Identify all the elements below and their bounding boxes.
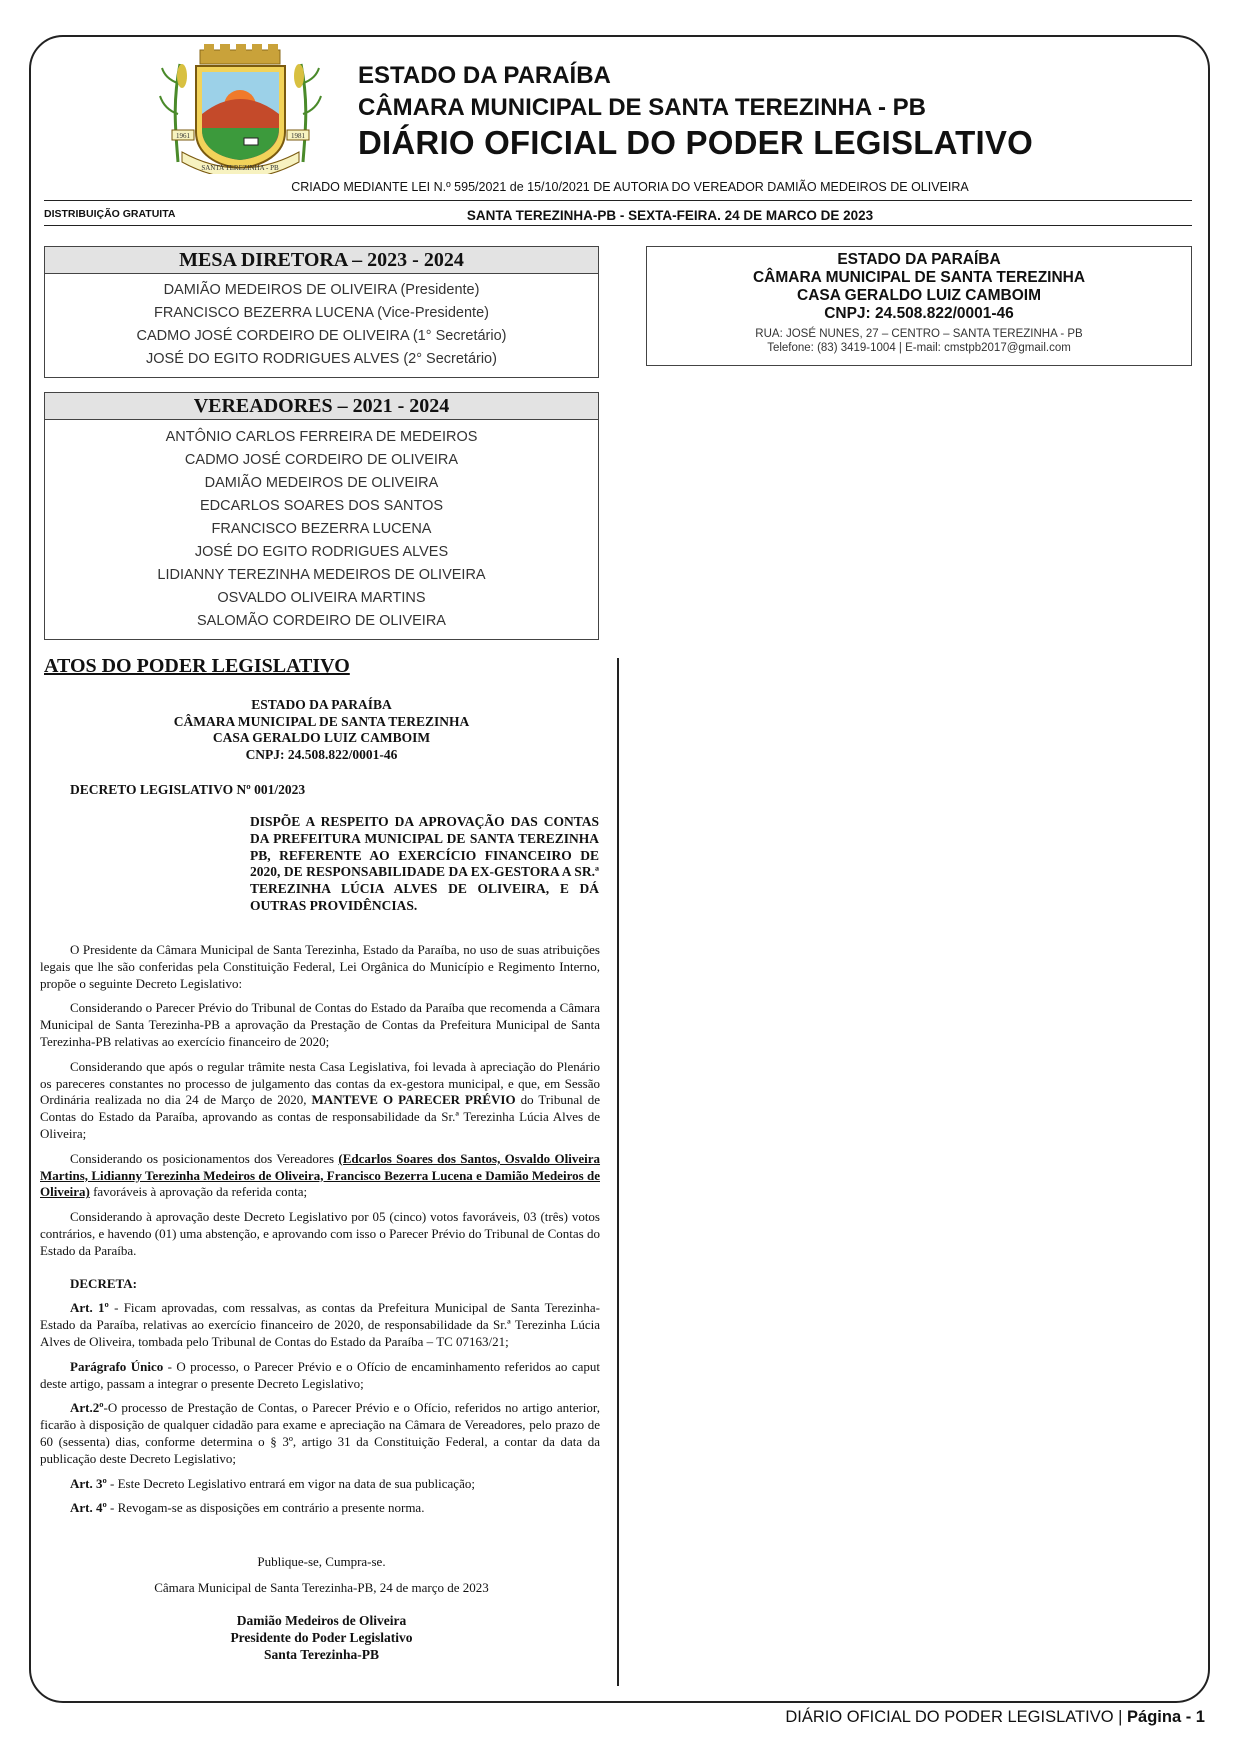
consideration-paragraph: Considerando que após o regular trâmite nesta Casa Legislativa, foi levada à apreciação do Plenário os pareceres constantes no processo de julgamento das contas da ex-gestora municipal, e que, em Sessão Ordinária realizada no dia 24 de Março de 2020, MANTEVE O PARECER PRÉVIO do Tribunal de Contas do Estado da Paraíba, aprovando as contas de responsabilidade da Sr.ª Terezinha Lúcia Alves de Oliveira; <box>40 1058 601 1141</box>
svg-text:1961: 1961 <box>176 132 190 140</box>
page-footer <box>785 1708 1205 1727</box>
masthead-chamber: CÂMARA MUNICIPAL DE SANTA TEREZINHA - PB <box>358 94 926 121</box>
mesa-member: DAMIÃO MEDEIROS DE OLIVEIRA (Presidente) <box>163 282 480 298</box>
info-contact: Telefone: (83) 3419-1004 | E-mail: cmstpb2017@gmail.com <box>767 342 1071 354</box>
decree-body <box>40 942 600 1525</box>
consideration-paragraph: Considerando os posicionamentos dos Vereadores (Edcarlos Soares dos Santos, Osvaldo Oliveira Martins, Lidianny Terezinha Medeiros de Oliveira, Francisco Bezerra Lucena e Damião Medeiros de Oliveira) favoráveis à aprovação da referida conta; <box>40 1150 601 1200</box>
footer-separator: | <box>1118 1708 1123 1726</box>
article-3: Art. 3º - Este Decreto Legislativo entrará em vigor na data de sua publicação; <box>70 1475 475 1491</box>
publish-line: Publique-se, Cumpra-se. <box>257 1554 386 1569</box>
info-chamber: CÂMARA MUNICIPAL DE SANTA TEREZINHA <box>752 269 1086 286</box>
decree-header-line: CASA GERALDO LUIZ CAMBOIM <box>212 730 431 745</box>
vereador-name: OSVALDO OLIVEIRA MARTINS <box>217 590 426 606</box>
info-address: RUA: JOSÉ NUNES, 27 – CENTRO – SANTA TEREZINHA - PB <box>755 328 1083 340</box>
vereador-name: CADMO JOSÉ CORDEIRO DE OLIVEIRA <box>184 452 459 468</box>
decree-number: DECRETO LEGISLATIVO Nº 001/2023 <box>70 782 306 797</box>
municipal-crest-icon <box>158 44 323 174</box>
acts-section-title: ATOS DO PODER LEGISLATIVO <box>44 655 350 677</box>
consideration-paragraph: Considerando à aprovação deste Decreto Legislativo por 05 (cinco) votos favoráveis, 03 (três) votos contrários, e havendo (01) uma abstenção, e aprovando com isso o Parecer Prévio do Tribunal de Contas do Estado da Paraíba. <box>40 1209 600 1258</box>
vereador-name: FRANCISCO BEZERRA LUCENA <box>211 521 432 537</box>
vereador-name: EDCARLOS SOARES DOS SANTOS <box>199 498 444 514</box>
decree-header-line: CÂMARA MUNICIPAL DE SANTA TEREZINHA <box>173 713 470 729</box>
decreta-heading: DECRETA: <box>70 1275 137 1291</box>
vereador-name: DAMIÃO MEDEIROS DE OLIVEIRA <box>204 475 439 491</box>
distribution-label: DISTRIBUIÇÃO GRATUITA <box>44 208 176 220</box>
masthead-title: DIÁRIO OFICIAL DO PODER LEGISLATIVO <box>358 124 1033 161</box>
decree-header <box>44 697 599 763</box>
decree-header-line: ESTADO DA PARAÍBA <box>251 697 392 712</box>
signer-city: Santa Terezinha-PB <box>264 1646 379 1662</box>
info-house: CASA GERALDO LUIZ CAMBOIM <box>797 287 1041 304</box>
svg-text:SANTA TEREZINHA - PB: SANTA TEREZINHA - PB <box>201 164 279 172</box>
vereadores-box <box>44 392 599 640</box>
decree-header-line: CNPJ: 24.508.822/0001-46 <box>245 746 398 762</box>
mesa-member: CADMO JOSÉ CORDEIRO DE OLIVEIRA (1° Secretário) <box>136 328 507 344</box>
header-rule-bottom <box>44 225 1192 226</box>
article-4: Art. 4º - Revogam-se as disposições em contrário a presente norma. <box>70 1500 425 1516</box>
masthead-state: ESTADO DA PARAÍBA <box>358 62 611 89</box>
signature-block <box>44 1613 599 1663</box>
sole-paragraph: Parágrafo Único - O processo, o Parecer Prévio e o Ofício de encaminhamento referidos ao caput deste artigo, passam a integrar o presente Decreto Legislativo; <box>40 1358 600 1391</box>
page-number: Página - 1 <box>1127 1708 1205 1726</box>
dateline: SANTA TEREZINHA-PB - SEXTA-FEIRA. 24 DE MARCO DE 2023 <box>466 208 874 223</box>
mesa-diretora-box <box>44 246 599 378</box>
signer-name: Damião Medeiros de Oliveira <box>236 1613 407 1628</box>
info-cnpj: CNPJ: 24.508.822/0001-46 <box>824 305 1014 322</box>
vereadores-title: VEREADORES – 2021 - 2024 <box>45 393 598 420</box>
vereador-name: ANTÔNIO CARLOS FERREIRA DE MEDEIROS <box>165 429 478 445</box>
decree-ementa: DISPÕE A RESPEITO DA APROVAÇÃO DAS CONTAS DA PREFEITURA MUNICIPAL DE SANTA TEREZINHA PB, REFERENTE AO EXERCÍCIO FINANCEIRO DE 2020, DE RESPONSABILIDADE DA EX-GESTORA A SR.ª TEREZINHA LÚCIA ALVES DE OLIVEIRA, E DÁ OUTRAS PROVIDÊNCIAS. <box>250 814 599 913</box>
info-state: ESTADO DA PARAÍBA <box>837 251 1001 268</box>
article-2: Art.2º-O processo de Prestação de Contas, o Parecer Prévio e o Ofício, referidos no artigo anterior, ficarão à disposição de qualquer cidadão para exame e apreciação na Câmara de Vereadores, pelo prazo de 60 (sessenta) dias, conforme determina o § 3º, artigo 31 da Constituição Federal, a contar da data da publicação deste Decreto Legislativo; <box>40 1400 600 1466</box>
institution-info-box <box>646 246 1192 366</box>
councillors-list: (Edcarlos Soares dos Santos, Osvaldo Oliveira Martins, Lidianny Terezinha Medeiros de Oliveira, Francisco Bezerra Lucena e Damião Medeiros de Oliveira) <box>40 1150 601 1200</box>
mesa-member: JOSÉ DO EGITO RODRIGUES ALVES (2° Secretário) <box>146 351 497 367</box>
mesa-member: FRANCISCO BEZERRA LUCENA (Vice-Presidente) <box>154 305 489 321</box>
header-rule-top <box>44 200 1192 201</box>
svg-text:1981: 1981 <box>291 132 305 140</box>
vereador-name: SALOMÃO CORDEIRO DE OLIVEIRA <box>197 613 446 629</box>
preamble-paragraph: O Presidente da Câmara Municipal de Santa Terezinha, Estado da Paraíba, no uso de suas atribuições legais que lhe são conferidas pela Constituição Federal, Lei Orgânica do Município e Regimento Interno, propõe o seguinte Decreto Legislativo: <box>40 942 600 991</box>
signer-role: Presidente do Poder Legislativo <box>230 1629 413 1645</box>
article-1: Art. 1º - Ficam aprovadas, com ressalvas, as contas da Prefeitura Municipal de Santa Terezinha-Estado da Paraíba, relativas ao exercício financeiro de 2020, de responsabilidade da Sr.ª Terezinha Lúcia Alves de Oliveira, tombada pelo Tribunal de Contas do Estado da Paraíba – TC 07163/21; <box>40 1300 600 1349</box>
vereador-name: LIDIANNY TEREZINHA MEDEIROS DE OLIVEIRA <box>157 567 486 583</box>
place-date: Câmara Municipal de Santa Terezinha-PB, 24 de março de 2023 <box>154 1580 489 1595</box>
consideration-paragraph: Considerando o Parecer Prévio do Tribunal de Contas do Estado da Paraíba que recomenda a Câmara Municipal de Santa Terezinha-PB a aprovação da Prestação de Contas da Prefeitura Municipal de Santa Terezinha-PB relativas ao exercício financeiro de 2020; <box>40 1000 600 1049</box>
vereador-name: JOSÉ DO EGITO RODRIGUES ALVES <box>194 544 449 560</box>
creation-note: CRIADO MEDIANTE LEI N.º 595/2021 de 15/10/2021 DE AUTORIA DO VEREADOR DAMIÃO MEDEIROS DE OLIVEIRA <box>291 180 969 194</box>
mesa-diretora-title: MESA DIRETORA – 2023 - 2024 <box>45 247 598 274</box>
column-divider <box>617 658 619 1686</box>
emphasis-text: MANTEVE O PARECER PRÉVIO <box>311 1092 516 1108</box>
footer-label: DIÁRIO OFICIAL DO PODER LEGISLATIVO <box>785 1708 1114 1726</box>
